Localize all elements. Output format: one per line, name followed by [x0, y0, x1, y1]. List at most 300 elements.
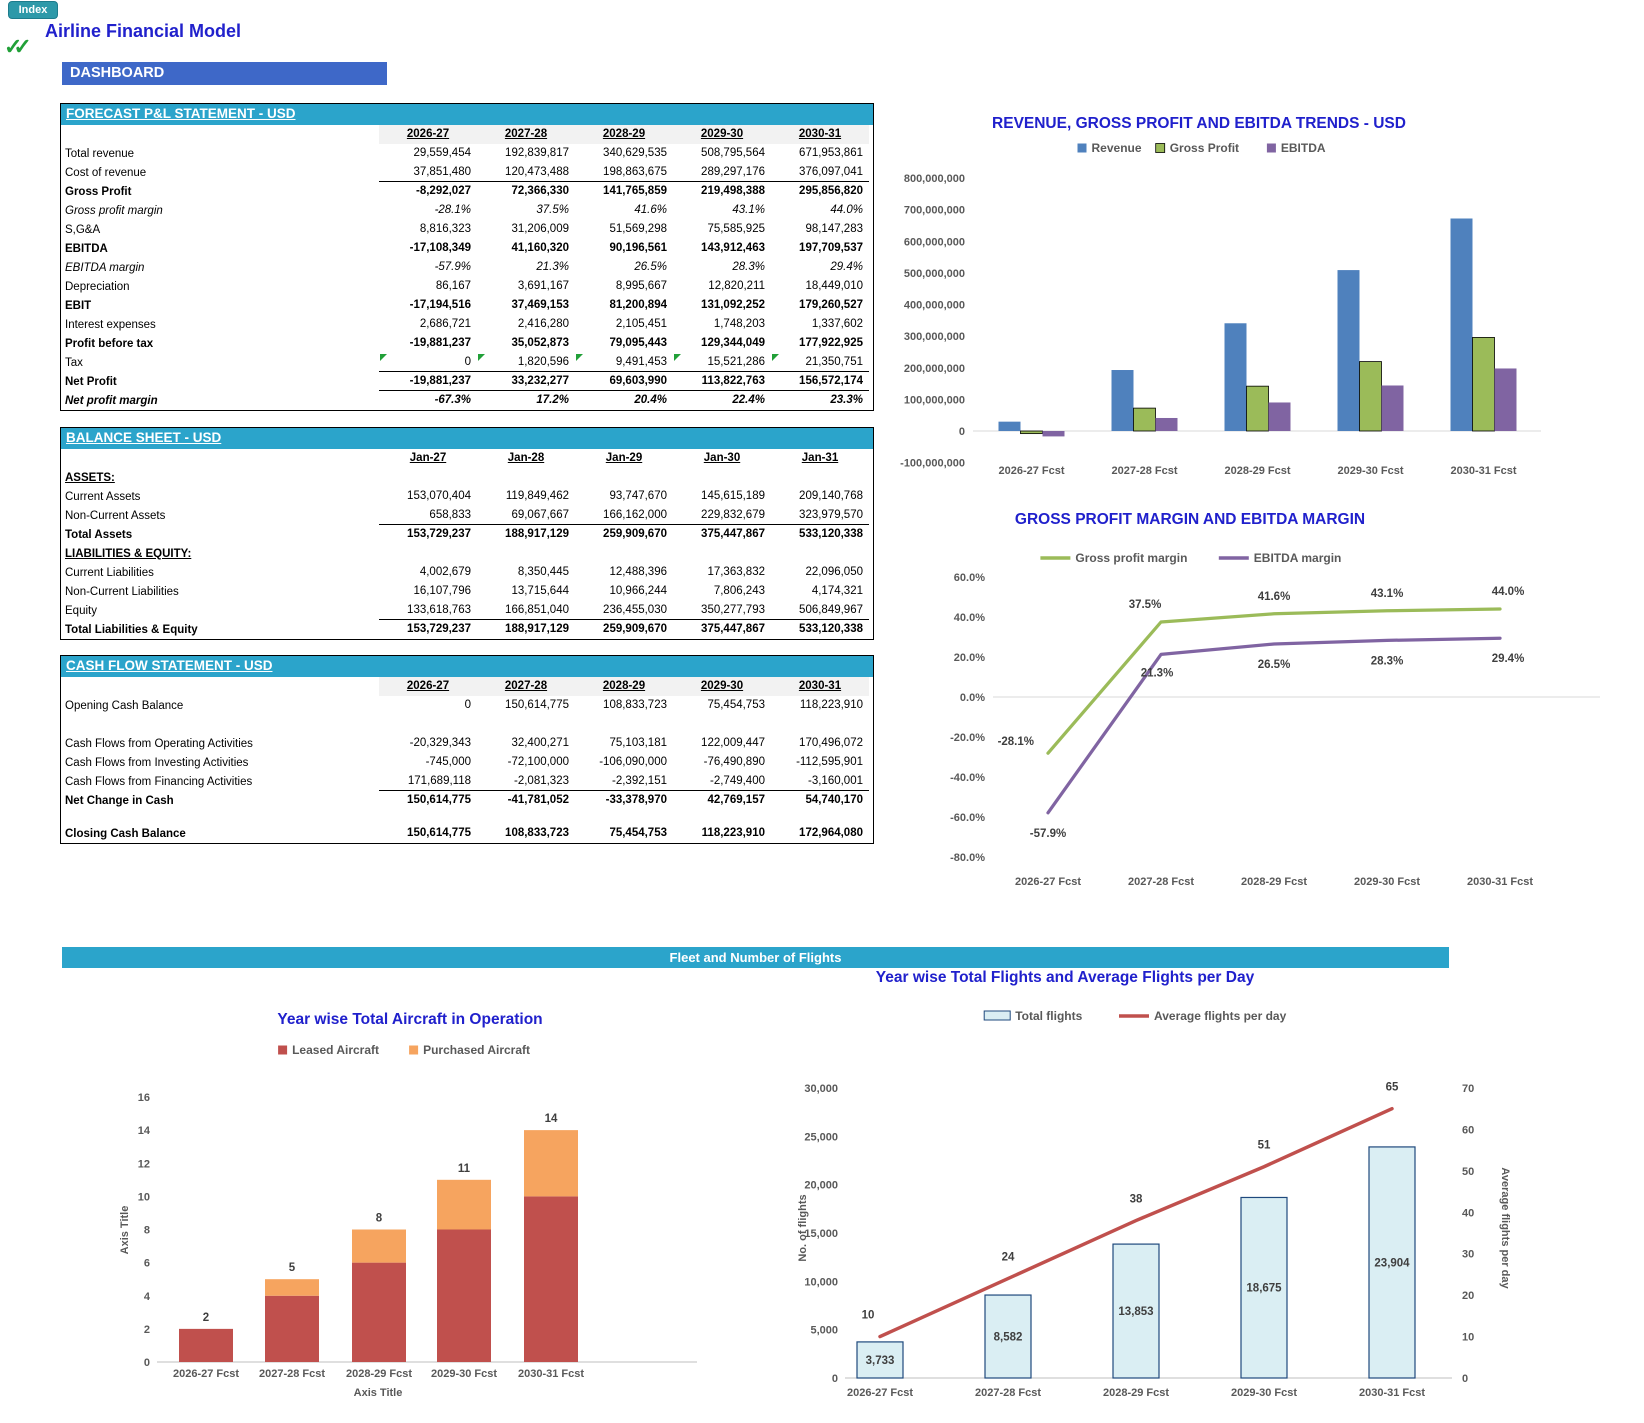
- value-cell[interactable]: [673, 715, 771, 734]
- value-cell[interactable]: -19,881,237: [409, 337, 471, 349]
- value-cell[interactable]: 122,009,447: [701, 737, 765, 749]
- legend-item-label: EBITDA: [1280, 141, 1326, 155]
- column-header-cell[interactable]: Jan-29: [605, 452, 643, 464]
- value-cell[interactable]: 150,614,775: [407, 794, 471, 806]
- legend-item-label: Gross profit margin: [1075, 551, 1188, 565]
- x-tick-label: 2027-28 Fcst: [974, 1387, 1042, 1399]
- x-tick-label: 2029-30 Fcst: [1230, 1387, 1298, 1399]
- row-label-cell[interactable]: EBITDA margin: [65, 261, 145, 274]
- value-cell[interactable]: 177,922,925: [799, 337, 863, 349]
- column-header-cell[interactable]: 2027-28: [477, 677, 575, 696]
- index-button[interactable]: Index: [8, 1, 58, 19]
- row-label-cell[interactable]: Total Liabilities & Equity: [65, 623, 198, 636]
- value-cell[interactable]: 42,769,157: [707, 794, 765, 806]
- value-cell[interactable]: 90,196,561: [609, 242, 667, 254]
- value-cell[interactable]: 54,740,170: [805, 794, 863, 806]
- value-cell[interactable]: 2,416,280: [517, 318, 569, 330]
- bar-Revenue: [999, 422, 1021, 431]
- table-row: [61, 506, 873, 525]
- value-cell[interactable]: 8,350,445: [517, 566, 569, 578]
- value-cell[interactable]: 44.0%: [830, 204, 863, 216]
- table-row: [61, 601, 873, 620]
- y-tick-label: 0: [143, 1357, 150, 1369]
- x-tick-label: 2030-31 Fcst: [1358, 1387, 1426, 1399]
- data-label: 41.6%: [1257, 590, 1291, 603]
- row-label-cell[interactable]: Profit before tax: [65, 337, 154, 350]
- table-row: [61, 753, 873, 772]
- column-header-cell[interactable]: 2029-30: [673, 125, 771, 144]
- row-label-cell[interactable]: Net profit margin: [65, 394, 158, 407]
- value-cell[interactable]: 75,454,753: [707, 699, 765, 711]
- y-right-tick-label: 0: [1462, 1373, 1469, 1385]
- value-cell[interactable]: [575, 544, 673, 563]
- line-data-label: 65: [1385, 1081, 1399, 1094]
- value-cell[interactable]: [575, 810, 673, 824]
- value-cell[interactable]: 153,729,237: [407, 623, 471, 635]
- value-cell[interactable]: 350,277,793: [673, 601, 771, 620]
- value-cell[interactable]: [673, 468, 771, 487]
- column-header-cell[interactable]: Jan-27: [409, 452, 447, 464]
- legend-item-label: Leased Aircraft: [292, 1043, 380, 1057]
- value-cell[interactable]: -3,160,001: [771, 772, 869, 791]
- value-cell[interactable]: 22.4%: [732, 394, 765, 406]
- x-tick-label: 2026-27 Fcst: [172, 1368, 240, 1380]
- value-cell[interactable]: 533,120,338: [799, 528, 863, 540]
- legend-item-label: Purchased Aircraft: [423, 1043, 531, 1057]
- table-row: [61, 220, 873, 239]
- value-cell[interactable]: 0: [464, 699, 471, 711]
- value-cell[interactable]: 51,569,298: [609, 223, 667, 235]
- row-label-cell[interactable]: Gross Profit: [65, 185, 132, 198]
- value-cell[interactable]: 37,469,153: [511, 299, 569, 311]
- total-label: 5: [288, 1262, 296, 1275]
- value-cell[interactable]: 72,366,330: [511, 185, 569, 197]
- y-tick-label: -80.0%: [950, 852, 985, 864]
- value-cell[interactable]: -41,781,052: [507, 794, 569, 806]
- value-cell[interactable]: 323,979,570: [771, 506, 869, 525]
- bar-Purchased Aircraft: [352, 1230, 406, 1263]
- table-row: [61, 810, 873, 824]
- bar-EBITDA: [1043, 431, 1065, 436]
- value-cell[interactable]: 113,822,763: [673, 372, 771, 391]
- bar-Purchased Aircraft: [524, 1130, 578, 1196]
- value-cell[interactable]: 41,160,320: [511, 242, 569, 254]
- bar-EBITDA: [1382, 385, 1404, 431]
- legend-item-label: Revenue: [1091, 141, 1142, 155]
- value-cell[interactable]: 10,966,244: [609, 585, 667, 597]
- flights-chart: [760, 958, 1544, 1410]
- cell-flag-icon: [674, 354, 681, 361]
- value-cell[interactable]: 41.6%: [634, 204, 667, 216]
- value-cell[interactable]: 1,820,596: [477, 353, 575, 372]
- row-label-cell[interactable]: Cash Flows from Operating Activities: [65, 737, 253, 750]
- value-cell[interactable]: 375,447,867: [701, 623, 765, 635]
- column-header-cell[interactable]: 2028-29: [575, 125, 673, 144]
- value-cell[interactable]: [379, 810, 477, 824]
- value-cell[interactable]: 12,820,211: [708, 280, 765, 292]
- value-cell[interactable]: 32,400,271: [511, 737, 569, 749]
- value-cell[interactable]: -33,378,970: [605, 794, 667, 806]
- value-cell[interactable]: 17,363,832: [707, 566, 765, 578]
- value-cell[interactable]: 133,618,763: [379, 601, 477, 620]
- value-cell[interactable]: 75,585,925: [707, 223, 765, 235]
- bar-Revenue: [1112, 370, 1134, 431]
- table-row: [61, 334, 873, 353]
- y-tick-label: 300,000,000: [903, 331, 965, 344]
- value-cell[interactable]: 17.2%: [536, 394, 569, 406]
- value-cell[interactable]: 259,909,670: [603, 528, 667, 540]
- table-row: [61, 696, 873, 715]
- column-header-cell[interactable]: 2030-31: [771, 677, 869, 696]
- row-label-cell[interactable]: Tax: [65, 356, 83, 369]
- row-label-cell[interactable]: Cost of revenue: [65, 166, 147, 179]
- table-row: [61, 715, 873, 734]
- value-cell[interactable]: 295,856,820: [799, 185, 863, 197]
- row-label-cell[interactable]: Total revenue: [65, 147, 135, 160]
- row-label-cell[interactable]: Depreciation: [65, 280, 130, 293]
- value-cell[interactable]: -20,329,343: [409, 737, 471, 749]
- legend-item-label: EBITDA margin: [1253, 551, 1342, 565]
- value-cell[interactable]: 43.1%: [732, 204, 765, 216]
- row-label-cell[interactable]: Cash Flows from Investing Activities: [65, 756, 249, 769]
- cashflow-table: [60, 655, 874, 844]
- y-right-tick-label: 10: [1462, 1331, 1475, 1344]
- value-cell[interactable]: 16,107,796: [413, 585, 471, 597]
- y-tick-label: 12: [137, 1158, 150, 1171]
- data-label: 43.1%: [1370, 587, 1404, 600]
- legend-item-label: Total flights: [1015, 1009, 1083, 1023]
- value-cell[interactable]: 4,174,321: [811, 585, 863, 597]
- x-tick-label: 2027-28 Fcst: [258, 1368, 326, 1380]
- value-cell[interactable]: 2,105,451: [615, 318, 667, 330]
- value-cell[interactable]: 18,449,010: [805, 280, 863, 292]
- row-label-cell[interactable]: Non-Current Assets: [65, 509, 166, 522]
- value-cell[interactable]: 198,863,675: [575, 163, 673, 182]
- value-cell[interactable]: 33,232,277: [477, 372, 575, 391]
- value-cell[interactable]: -106,090,000: [599, 756, 667, 768]
- value-cell[interactable]: -28.1%: [434, 204, 471, 216]
- y-left-tick-label: 15,000: [804, 1228, 838, 1240]
- value-cell[interactable]: 209,140,768: [799, 490, 863, 502]
- value-cell[interactable]: 375,447,867: [701, 528, 765, 540]
- table-row: [61, 544, 873, 563]
- value-cell[interactable]: 7,806,243: [713, 585, 765, 597]
- row-label-cell[interactable]: Net Profit: [65, 375, 117, 388]
- value-cell[interactable]: 172,964,080: [799, 827, 863, 839]
- value-cell[interactable]: -17,108,349: [409, 242, 471, 254]
- value-cell[interactable]: 2,686,721: [419, 318, 471, 330]
- y-tick-label: 16: [137, 1092, 150, 1104]
- value-cell[interactable]: 156,572,174: [771, 372, 869, 391]
- value-cell[interactable]: 26.5%: [634, 261, 667, 273]
- bar-data-label: 13,853: [1118, 1306, 1154, 1319]
- value-cell[interactable]: 166,162,000: [575, 506, 673, 525]
- value-cell[interactable]: 8,816,323: [419, 223, 471, 235]
- column-header-cell[interactable]: 2029-30: [673, 677, 771, 696]
- value-cell[interactable]: 153,070,404: [407, 490, 471, 502]
- value-cell[interactable]: 197,709,537: [799, 242, 863, 254]
- table-row: [61, 772, 873, 791]
- value-cell[interactable]: 376,097,041: [771, 163, 869, 182]
- value-cell[interactable]: -67.3%: [434, 394, 471, 406]
- y-tick-label: 500,000,000: [903, 267, 965, 280]
- table-row: [61, 372, 873, 391]
- chart-title: GROSS PROFIT MARGIN AND EBITDA MARGIN: [1014, 511, 1366, 528]
- data-label: 29.4%: [1491, 653, 1525, 666]
- table-row: [61, 144, 873, 163]
- row-label-cell[interactable]: EBIT: [65, 299, 92, 312]
- data-label: 37.5%: [1128, 599, 1162, 611]
- value-cell[interactable]: 69,067,667: [477, 506, 575, 525]
- x-tick-label: 2028-29 Fcst: [345, 1368, 413, 1380]
- value-cell[interactable]: 9,491,453: [575, 353, 673, 372]
- value-cell[interactable]: 236,455,030: [575, 601, 673, 620]
- checkmarks-icon: ✓✓: [4, 34, 23, 59]
- y-tick-label: 600,000,000: [903, 236, 965, 249]
- value-cell[interactable]: 170,496,072: [799, 737, 863, 749]
- value-cell[interactable]: -2,081,323: [477, 772, 575, 791]
- row-label-cell[interactable]: Opening Cash Balance: [65, 699, 184, 712]
- value-cell[interactable]: 118,223,910: [701, 827, 765, 839]
- value-cell[interactable]: 0: [379, 353, 477, 372]
- value-cell[interactable]: 166,851,040: [477, 601, 575, 620]
- column-header-cell[interactable]: 2026-27: [379, 677, 477, 696]
- row-label-cell[interactable]: EBITDA: [65, 242, 108, 255]
- value-cell[interactable]: [477, 544, 575, 563]
- value-cell[interactable]: 79,095,443: [609, 337, 667, 349]
- legend-marker-Gross Profit: [1156, 144, 1165, 153]
- value-cell[interactable]: [379, 468, 477, 487]
- value-cell[interactable]: 1,748,203: [713, 318, 765, 330]
- value-cell[interactable]: 37.5%: [536, 204, 569, 216]
- bar-EBITDA: [1269, 402, 1291, 431]
- value-cell[interactable]: 93,747,670: [609, 490, 667, 502]
- table-column-header-row: [61, 449, 873, 468]
- value-cell[interactable]: 188,917,129: [505, 623, 569, 635]
- value-cell[interactable]: [477, 715, 575, 734]
- column-header-cell[interactable]: 2028-29: [575, 677, 673, 696]
- bar-Gross Profit: [1247, 386, 1269, 431]
- x-tick-label: 2027-28 Fcst: [1127, 876, 1195, 888]
- row-label-cell[interactable]: S,G&A: [65, 223, 101, 236]
- value-cell[interactable]: 120,473,488: [477, 163, 575, 182]
- y-tick-label: 60.0%: [953, 572, 985, 584]
- row-label-cell[interactable]: Closing Cash Balance: [65, 827, 186, 840]
- column-header-cell[interactable]: Jan-31: [801, 452, 839, 464]
- value-cell[interactable]: 118,223,910: [799, 699, 863, 711]
- y-tick-label: 40.0%: [953, 612, 985, 624]
- value-cell[interactable]: 15,521,286: [673, 353, 771, 372]
- value-cell[interactable]: [575, 468, 673, 487]
- value-cell[interactable]: 81,200,894: [609, 299, 667, 311]
- value-cell[interactable]: 28.3%: [732, 261, 765, 273]
- value-cell[interactable]: [673, 810, 771, 824]
- pnl-table: [60, 103, 874, 411]
- x-tick-label: 2030-31 Fcst: [1450, 465, 1517, 477]
- chart-title: Year wise Total Flights and Average Flights per Day: [875, 969, 1255, 986]
- column-header-cell[interactable]: 2027-28: [477, 125, 575, 144]
- value-cell[interactable]: 192,839,817: [505, 147, 569, 159]
- row-label-cell[interactable]: Interest expenses: [65, 318, 156, 331]
- x-tick-label: 2026-27 Fcst: [1014, 876, 1082, 888]
- row-label-cell[interactable]: Current Assets: [65, 490, 141, 503]
- bar-Leased Aircraft: [352, 1263, 406, 1362]
- column-header-cell[interactable]: Jan-30: [703, 452, 741, 464]
- value-cell[interactable]: [379, 715, 477, 734]
- y-tick-label: -100,000,000: [900, 457, 965, 470]
- value-cell[interactable]: 219,498,388: [701, 185, 765, 197]
- value-cell[interactable]: 4,002,679: [419, 566, 471, 578]
- table-column-header-row: [61, 677, 873, 696]
- value-cell[interactable]: -57.9%: [434, 261, 471, 273]
- y-tick-label: 20.0%: [953, 652, 985, 664]
- y-right-tick-label: 50: [1462, 1165, 1475, 1178]
- value-cell[interactable]: 289,297,176: [673, 163, 771, 182]
- value-cell[interactable]: [477, 468, 575, 487]
- value-cell[interactable]: 21,350,751: [771, 353, 869, 372]
- value-cell[interactable]: -2,392,151: [575, 772, 673, 791]
- y-left-tick-label: 25,000: [804, 1131, 838, 1144]
- row-label-cell[interactable]: Gross profit margin: [65, 204, 163, 217]
- value-cell[interactable]: [477, 810, 575, 824]
- value-cell[interactable]: 671,953,861: [799, 147, 863, 159]
- row-label-cell[interactable]: Net Change in Cash: [65, 794, 174, 807]
- value-cell[interactable]: [771, 544, 869, 563]
- row-label-cell[interactable]: Cash Flows from Financing Activities: [65, 775, 253, 788]
- y-right-tick-label: 40: [1462, 1207, 1475, 1220]
- value-cell[interactable]: 259,909,670: [603, 623, 667, 635]
- row-label-cell[interactable]: ASSETS:: [65, 471, 115, 484]
- cell-flag-icon: [380, 354, 387, 361]
- value-cell[interactable]: -112,595,901: [796, 756, 863, 768]
- row-label-cell[interactable]: Non-Current Liabilities: [65, 585, 179, 598]
- value-cell[interactable]: 22,096,050: [805, 566, 863, 578]
- bar-EBITDA: [1156, 418, 1178, 431]
- row-label-cell[interactable]: Total Assets: [65, 528, 133, 541]
- margins-chart: [935, 500, 1644, 905]
- value-cell[interactable]: 37,851,480: [379, 163, 477, 182]
- column-header-cell[interactable]: Jan-28: [507, 452, 545, 464]
- value-cell[interactable]: [771, 715, 869, 734]
- value-cell[interactable]: 153,729,237: [407, 528, 471, 540]
- value-cell[interactable]: 75,454,753: [609, 827, 667, 839]
- value-cell[interactable]: 179,260,527: [799, 299, 863, 311]
- value-cell[interactable]: 29.4%: [830, 261, 863, 273]
- value-cell[interactable]: 119,849,462: [505, 490, 569, 502]
- value-cell[interactable]: -2,749,400: [673, 772, 771, 791]
- column-header-cell[interactable]: 2030-31: [771, 125, 869, 144]
- value-cell[interactable]: 13,715,644: [511, 585, 569, 597]
- table-row: [61, 468, 873, 487]
- legend-item-label: Average flights per day: [1154, 1009, 1287, 1023]
- value-cell[interactable]: 20.4%: [634, 394, 667, 406]
- value-cell[interactable]: 75,103,181: [609, 737, 667, 749]
- y-axis-title: Axis Title: [119, 1205, 131, 1255]
- value-cell[interactable]: -745,000: [425, 756, 471, 768]
- value-cell[interactable]: 533,120,338: [799, 623, 863, 635]
- page-title: Airline Financial Model: [45, 21, 242, 41]
- value-cell[interactable]: 108,833,723: [603, 699, 667, 711]
- value-cell[interactable]: 35,052,873: [511, 337, 569, 349]
- value-cell[interactable]: -76,490,890: [703, 756, 765, 768]
- value-cell[interactable]: 31,206,009: [511, 223, 569, 235]
- value-cell[interactable]: [379, 544, 477, 563]
- value-cell[interactable]: 23.3%: [830, 394, 863, 406]
- value-cell[interactable]: 171,689,118: [379, 772, 477, 791]
- bar-Gross Profit: [1134, 408, 1156, 431]
- value-cell[interactable]: 131,092,252: [701, 299, 765, 311]
- value-cell[interactable]: 143,912,463: [701, 242, 765, 254]
- value-cell[interactable]: 188,917,129: [505, 528, 569, 540]
- value-cell[interactable]: [771, 810, 869, 824]
- x-tick-label: 2029-30 Fcst: [1337, 465, 1404, 477]
- value-cell[interactable]: 86,167: [435, 280, 471, 292]
- table-row: [61, 315, 873, 334]
- value-cell[interactable]: 508,795,564: [701, 147, 765, 159]
- value-cell[interactable]: -72,100,000: [507, 756, 569, 768]
- bar-EBITDA: [1495, 368, 1517, 431]
- value-cell[interactable]: 12,488,396: [609, 566, 667, 578]
- y-left-tick-label: 30,000: [804, 1083, 838, 1095]
- value-cell[interactable]: 141,765,859: [603, 185, 667, 197]
- value-cell[interactable]: 3,691,167: [517, 280, 569, 292]
- value-cell[interactable]: -17,194,516: [409, 299, 471, 311]
- value-cell[interactable]: [673, 544, 771, 563]
- value-cell[interactable]: 145,615,189: [701, 490, 765, 502]
- line-data-label: 10: [861, 1309, 875, 1322]
- value-cell[interactable]: 108,833,723: [505, 827, 569, 839]
- row-label-cell[interactable]: Equity: [65, 604, 97, 617]
- value-cell[interactable]: 150,614,775: [407, 827, 471, 839]
- y-right-tick-label: 30: [1462, 1248, 1475, 1261]
- line-data-label: 24: [1001, 1251, 1015, 1264]
- value-cell[interactable]: 8,995,667: [615, 280, 667, 292]
- value-cell[interactable]: 506,849,967: [771, 601, 869, 620]
- value-cell[interactable]: -8,292,027: [416, 185, 471, 197]
- row-label-cell[interactable]: LIABILITIES & EQUITY:: [65, 547, 192, 560]
- x-axis-title: Axis Title: [353, 1387, 403, 1399]
- value-cell[interactable]: 229,832,679: [673, 506, 771, 525]
- y-tick-label: 800,000,000: [903, 173, 965, 185]
- value-cell[interactable]: 21.3%: [536, 261, 569, 273]
- value-cell[interactable]: [575, 715, 673, 734]
- value-cell[interactable]: 98,147,283: [805, 223, 863, 235]
- table-row: [61, 182, 873, 201]
- value-cell[interactable]: 150,614,775: [505, 699, 569, 711]
- value-cell[interactable]: 69,603,990: [575, 372, 673, 391]
- bar-data-label: 3,733: [865, 1354, 895, 1367]
- total-label: 14: [544, 1113, 558, 1126]
- value-cell[interactable]: [771, 468, 869, 487]
- chart-title: REVENUE, GROSS PROFIT AND EBITDA TRENDS - USD: [992, 115, 1406, 132]
- value-cell[interactable]: -19,881,237: [379, 372, 477, 391]
- y-tick-label: 2: [143, 1323, 150, 1336]
- balance-sheet-table: [60, 427, 874, 640]
- row-label-cell[interactable]: Current Liabilities: [65, 566, 154, 579]
- total-label: 2: [202, 1311, 210, 1324]
- value-cell[interactable]: 129,344,049: [701, 337, 765, 349]
- value-cell[interactable]: 340,629,535: [603, 147, 667, 159]
- value-cell[interactable]: 1,337,602: [811, 318, 863, 330]
- total-label: 8: [375, 1212, 383, 1225]
- y-tick-label: 10: [137, 1191, 150, 1204]
- value-cell[interactable]: 658,833: [379, 506, 477, 525]
- value-cell[interactable]: 29,559,454: [413, 147, 471, 159]
- column-header-cell[interactable]: 2026-27: [379, 125, 477, 144]
- legend-marker-EBITDA: [1267, 144, 1276, 153]
- cell-flag-icon: [576, 354, 583, 361]
- bar-data-label: 8,582: [993, 1331, 1023, 1344]
